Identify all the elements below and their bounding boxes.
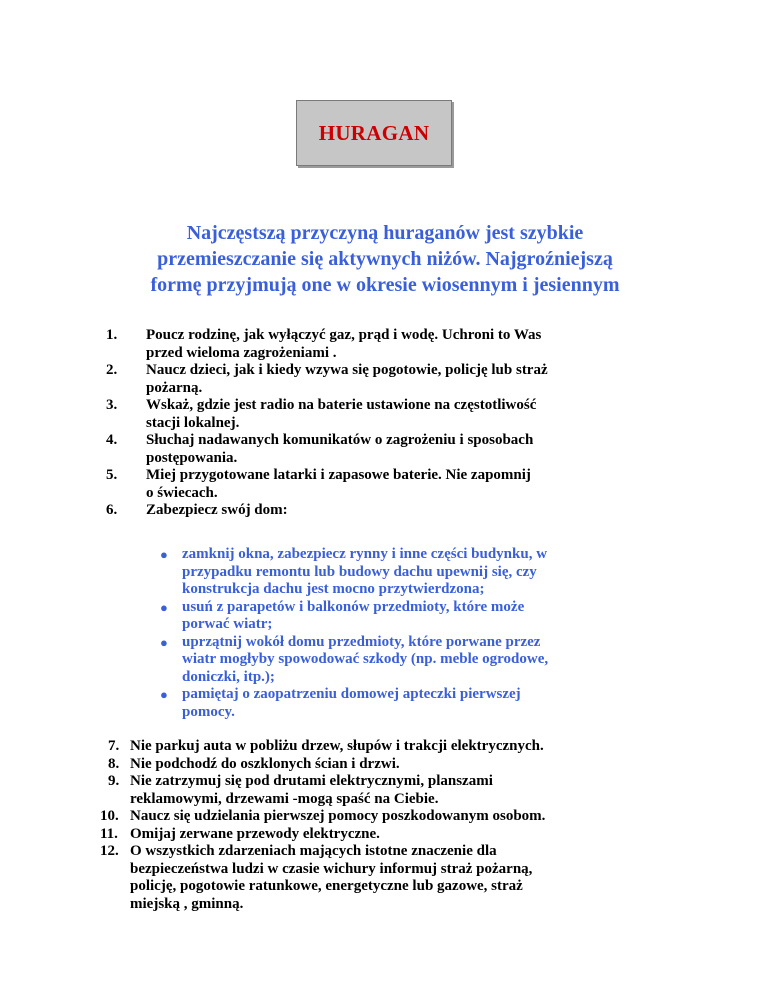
item-number: 10.	[100, 808, 119, 824]
list-item	[106, 362, 668, 397]
intro-line: Najczęstszą przyczyną huraganów jest szybkie	[186, 222, 584, 244]
list-item	[106, 432, 668, 467]
item-text: policję, pogotowie ratunkowe, energetyczne lub gazowe, straż	[130, 878, 523, 894]
intro-line: formę przyjmują one w okresie wiosennym i jesiennym	[150, 274, 620, 296]
item-text: Nie parkuj auta w pobliżu drzew, słupów i trakcji elektrycznych.	[130, 738, 544, 754]
item-text: przed wieloma zagrożeniami .	[146, 344, 337, 361]
bullet-item	[160, 634, 672, 687]
item-text: Naucz się udzielania pierwszej pomocy poszkodowanym osobom.	[130, 808, 546, 824]
item-text: Poucz rodzinę, jak wyłączyć gaz, prąd i wodę. Uchroni to Was	[146, 327, 542, 343]
item-number: 7.	[108, 738, 120, 754]
item-text: stacji lokalnej.	[146, 414, 240, 431]
item-number: 3.	[106, 397, 118, 413]
bullet-text: usuń z parapetów i balkonów przedmioty, które może	[182, 598, 525, 615]
bullet-text: przypadku remontu lub budowy dachu upewnij się, czy	[182, 563, 537, 580]
bullet-text: konstrukcja dachu jest mocno przytwierdzona;	[182, 581, 485, 597]
bullet-list	[160, 546, 672, 721]
bullet-text: porwać wiatr;	[182, 616, 273, 632]
item-number: 2.	[106, 362, 118, 378]
item-text: Nie zatrzymuj się pod drutami elektrycznymi, planszami	[130, 773, 493, 789]
item-number: 1.	[106, 327, 118, 343]
page-title: HURAGAN	[318, 120, 430, 145]
item-text: o świecach.	[146, 484, 218, 501]
title-box	[296, 100, 452, 166]
numbered-list-continued	[100, 738, 668, 913]
item-number: 11.	[100, 825, 118, 842]
numbered-list-main	[106, 327, 668, 520]
bullet-text: uprzątnij wokół domu przedmioty, które porwane przez	[182, 633, 541, 650]
intro-paragraph	[100, 220, 670, 298]
item-text: postępowania.	[146, 449, 238, 466]
bullet-item	[160, 599, 672, 634]
item-text: O wszystkich zdarzeniach mających istotne znaczenie dla	[130, 843, 497, 859]
list-item	[100, 826, 668, 844]
item-number: 8.	[108, 755, 120, 772]
item-number: 9.	[108, 773, 120, 789]
bullet-text: doniczki, itp.);	[182, 668, 275, 685]
list-item	[106, 467, 668, 502]
item-number: 6.	[106, 502, 118, 518]
item-text: reklamowymi, drzewami -mogą spaść na Ciebie.	[130, 790, 439, 807]
list-item	[106, 397, 668, 432]
item-text: Wskaż, gdzie jest radio na baterie ustawione na częstotliwość	[146, 397, 537, 413]
item-text: Omijaj zerwane przewody elektryczne.	[130, 825, 380, 842]
item-text: Nie podchodź do oszklonych ścian i drzwi.	[130, 755, 400, 772]
bullet-text: zamknij okna, zabezpiecz rynny i inne części budynku, w	[182, 546, 548, 562]
list-item	[108, 773, 668, 808]
bullet-text: pomocy.	[182, 703, 235, 720]
bullet-icon: ●	[160, 547, 168, 562]
list-item	[100, 808, 668, 826]
item-text: bezpieczeństwa ludzi w czasie wichury informuj straż pożarną,	[130, 860, 533, 877]
bullet-icon: ●	[160, 687, 168, 702]
list-item	[108, 756, 668, 774]
item-text: Zabezpiecz swój dom:	[146, 502, 288, 518]
list-item	[106, 502, 668, 520]
item-number: 4.	[106, 432, 118, 448]
item-number: 12.	[100, 843, 119, 859]
bullet-item	[160, 686, 672, 721]
item-text: Naucz dzieci, jak i kiedy wzywa się pogotowie, policję lub straż	[146, 362, 548, 378]
intro-line: przemieszczanie się aktywnych niżów. Najgroźniejszą	[157, 248, 613, 270]
item-text: miejską , gminną.	[130, 895, 244, 912]
list-item	[106, 327, 668, 362]
list-item	[100, 843, 668, 913]
bullet-item	[160, 546, 672, 599]
list-item	[108, 738, 668, 756]
bullet-text: wiatr mogłyby spowodować szkody (np. meble ogrodowe,	[182, 651, 549, 667]
bullet-icon: ●	[160, 599, 168, 615]
item-text: Miej przygotowane latarki i zapasowe baterie. Nie zapomnij	[146, 467, 531, 483]
item-text: Słuchaj nadawanych komunikatów o zagrożeniu i sposobach	[146, 432, 534, 448]
bullet-icon: ●	[160, 634, 168, 650]
item-text: pożarną.	[146, 379, 203, 396]
bullet-text: pamiętaj o zaopatrzeniu domowej apteczki pierwszej	[182, 686, 521, 702]
item-number: 5.	[106, 467, 118, 483]
